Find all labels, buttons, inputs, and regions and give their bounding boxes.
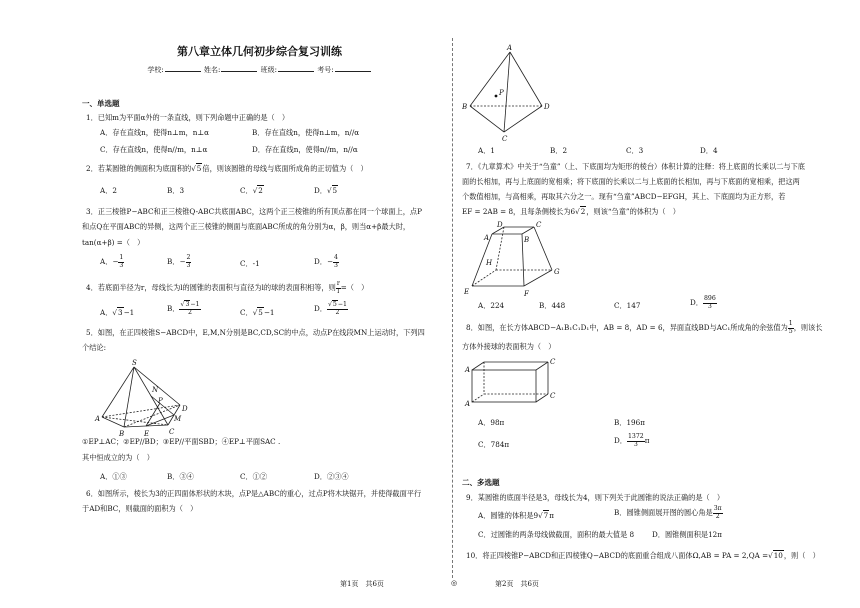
- label-p: P: [158, 397, 163, 405]
- q9-option-c: C．过圆锥的两条母线做截面，面积的最大值是 8: [478, 530, 635, 539]
- q8-line-1: 8．如图，在长方体ABCD−A₁B₁C₁D₁中，AB = 8，AD = 6，异面直线BD与AC₁所成角的余弦值为 $\frac{1}{5}$ ，则该长: [466, 320, 823, 335]
- q6-option-b: B．2: [550, 146, 568, 155]
- q8-line-2: 方体外接球的表面积为（ ）: [462, 342, 556, 351]
- q3-line-3: tan(α+β) =（ ）: [82, 238, 145, 247]
- q7-line-2: 面的长相加，再与上底面的宽相乘；将下底面的长乘以二与上底面的长相加，再与下底面的宽相乘，把这两: [462, 177, 800, 186]
- q4-option-b: B． $\frac{√3-1}{2}$: [167, 301, 200, 316]
- q6-option-d: D．4: [700, 146, 718, 155]
- q6-option-a: A．1: [478, 146, 495, 155]
- label-a: A: [465, 400, 471, 408]
- label-c: C: [536, 221, 542, 229]
- q6-option-c: C．3: [626, 146, 644, 155]
- q7-option-c: C．147: [614, 301, 641, 310]
- name-label: 姓名:: [204, 66, 221, 74]
- q3-option-a: A．− $\frac{1}{3}$: [100, 254, 124, 269]
- cuboid-figure-q8: [464, 356, 564, 412]
- student-info-line: [82, 64, 437, 76]
- q4-option-d: D． $\frac{√5-1}{2}$: [314, 301, 347, 316]
- school-label: 学校:: [147, 66, 164, 74]
- q2-option-a: A．2: [100, 186, 117, 195]
- q1-option-a: A．存在直线n，使得n⊥m，n⊥α: [100, 128, 209, 137]
- q4-option-c: C．√5−1: [240, 308, 275, 317]
- label-d: D: [182, 405, 188, 413]
- pyramid-figure-q5: [94, 355, 204, 439]
- q9-option-b: B．圆锥侧面展开图的圆心角是 $\frac{3\pi}{2}$: [614, 505, 722, 520]
- label-b: B: [119, 430, 125, 438]
- exam-no-label: 考号:: [317, 66, 334, 74]
- page-title: 第八章立体几何初步综合复习训练: [177, 45, 342, 58]
- q2-option-b: B．3: [167, 186, 185, 195]
- q5-line-1: 5．如图，在正四棱锥S−ABCD中，E,M,N分别是BC,CD,SC的中点，动点P在线段MN上运动时，下列四: [86, 328, 425, 337]
- label-d: D: [497, 221, 503, 229]
- q9-option-d: D．圆锥侧面积是12π: [652, 530, 722, 539]
- q7-option-a: A．224: [478, 301, 505, 310]
- q3-option-d: D．− $\frac{4}{3}$: [314, 254, 338, 269]
- q7-option-b: B．448: [539, 301, 566, 310]
- q5-option-a: A．①③: [100, 472, 127, 481]
- label-n: N: [152, 386, 159, 394]
- label-e: E: [464, 288, 470, 296]
- label-c: C: [550, 392, 556, 400]
- q1-stem: 1．已知m为平面α外的一条直线，则下列命题中正确的是（ ）: [86, 113, 290, 122]
- tetrahedron-figure-q6: [462, 42, 557, 142]
- q8-option-b: B．196π: [614, 418, 645, 427]
- class-label: 班级:: [260, 66, 277, 74]
- frustum-figure-q7: [464, 220, 564, 298]
- right-column: [462, 0, 832, 572]
- q1-option-d: D．存在直线n，使得n//m，n//α: [252, 145, 358, 154]
- label-p: P: [499, 89, 504, 97]
- label-c: C: [169, 428, 175, 436]
- label-a1: A: [465, 366, 471, 374]
- q5-option-b: B．③④: [167, 472, 194, 481]
- q3-line-1: 3．正三棱锥P−ABC和正三棱锥Q-ABC共底面ABC，这两个正三棱锥的所有顶点都在同一个球面上，点P: [86, 207, 422, 216]
- exam-no-blank[interactable]: [335, 64, 371, 72]
- school-blank[interactable]: [165, 64, 201, 72]
- q5-line-2: 个结论:: [82, 343, 106, 352]
- q3-option-b: B．− $\frac{2}{3}$: [167, 254, 191, 269]
- name-blank[interactable]: [221, 64, 257, 72]
- label-c: C: [502, 135, 508, 142]
- q8-option-a: A．98π: [478, 418, 505, 427]
- q10-stem: 10．将正四棱锥P−ABCD和正四棱锥Q−ABCD的底面重合组成八面体Ω,AB = PA = 2,QA =√10，则（ ）: [466, 551, 820, 560]
- q3-line-2: 和点Q在平面ABC的异侧，这两个正三棱锥的侧面与底面ABC所成的角分别为α，β，则当α+β最大时，: [82, 222, 411, 231]
- q1-option-b: B．存在直线n，使得n⊥m，n//α: [252, 128, 360, 137]
- q7-line-4: EF = 2AB = 8，且每条侧棱长为6√2，则该“刍童”的体积为（ ）: [462, 207, 680, 216]
- label-a: A: [95, 415, 101, 423]
- label-g: G: [554, 268, 560, 276]
- q7-line-3: 个数值相加，与高相乘，再取其六分之一。现有“刍童”ABCD−EFGH，其上、下底面均为正方形，若: [462, 192, 786, 201]
- q7-option-d: D． $\frac{896}{3}$: [690, 295, 716, 310]
- label-b: B: [462, 103, 468, 111]
- q2-stem: 2．若某圆锥的侧面积为底面积的√5倍，则该圆锥的母线与底面所成角的正切值为（ ）: [86, 164, 368, 173]
- q6-line-2: 于AD和BC，则截面的面积为（ ）: [82, 504, 198, 513]
- label-h: H: [486, 259, 493, 267]
- q7-line-1: 7．《九章算术》中关于“刍童”（上、下底面均为矩形的棱台）体积计算的注释：将上底面的长乘以二与下底: [466, 162, 805, 171]
- label-e: E: [144, 430, 150, 438]
- column-divider: [452, 38, 453, 578]
- q6-line-1: 6．如图所示，棱长为3的正四面体形状的木块，点P是△ABC的重心，过点P将木块锯开，并使得截面平行: [86, 489, 422, 498]
- q4-option-a: A．√3−1: [100, 308, 135, 317]
- class-blank[interactable]: [278, 64, 314, 72]
- label-s: S: [132, 359, 137, 367]
- label-a: A: [507, 44, 513, 52]
- footer-page-right: 第2页 共6页: [495, 580, 539, 588]
- q8-option-d: D． $\frac{1372}{3}$ π: [614, 433, 650, 448]
- section-multi-choice: 二、多选题: [462, 478, 500, 487]
- q8-option-c: C．784π: [478, 440, 510, 449]
- label-f: F: [524, 290, 529, 298]
- q9-stem: 9．某圆锥的底面半径是3，母线长为4，则下列关于此圆锥的说法正确的是（ ）: [466, 493, 725, 502]
- label-c1: C: [550, 358, 556, 366]
- label-d: D: [544, 103, 550, 111]
- q4-stem: 4．若底面半径为r，母线长为l的圆锥的表面积与直径为l的球的表面积相等，则 $\frac{r}{l}$ =（ ）: [86, 280, 369, 295]
- label-a: A: [484, 234, 490, 242]
- q2-option-c: C．√2: [240, 186, 263, 195]
- footer-binding-mark: ◎: [451, 579, 458, 587]
- label-b: B: [524, 236, 530, 244]
- q5-line-3: ①EP⊥AC；②EP//BD；③EP//平面SBD；④EP⊥平面SAC .: [82, 437, 281, 446]
- q1-option-c: C．存在直线n，使得n//m，n⊥α: [100, 145, 208, 154]
- q9-option-a: A．圆锥的体积是9√7π: [478, 511, 554, 520]
- label-m: M: [174, 415, 182, 423]
- q5-option-c: C．①②: [240, 472, 268, 481]
- q3-option-c: C．-1: [240, 259, 260, 268]
- footer-page-left: 第1页 共6页: [340, 580, 384, 588]
- q2-option-d: D．√5: [314, 186, 338, 195]
- q5-line-4: 其中恒成立的为（ ）: [82, 453, 154, 462]
- left-column: [82, 0, 437, 572]
- section-single-choice: 一、单选题: [82, 99, 120, 108]
- q5-option-d: D．②③④: [314, 472, 349, 481]
